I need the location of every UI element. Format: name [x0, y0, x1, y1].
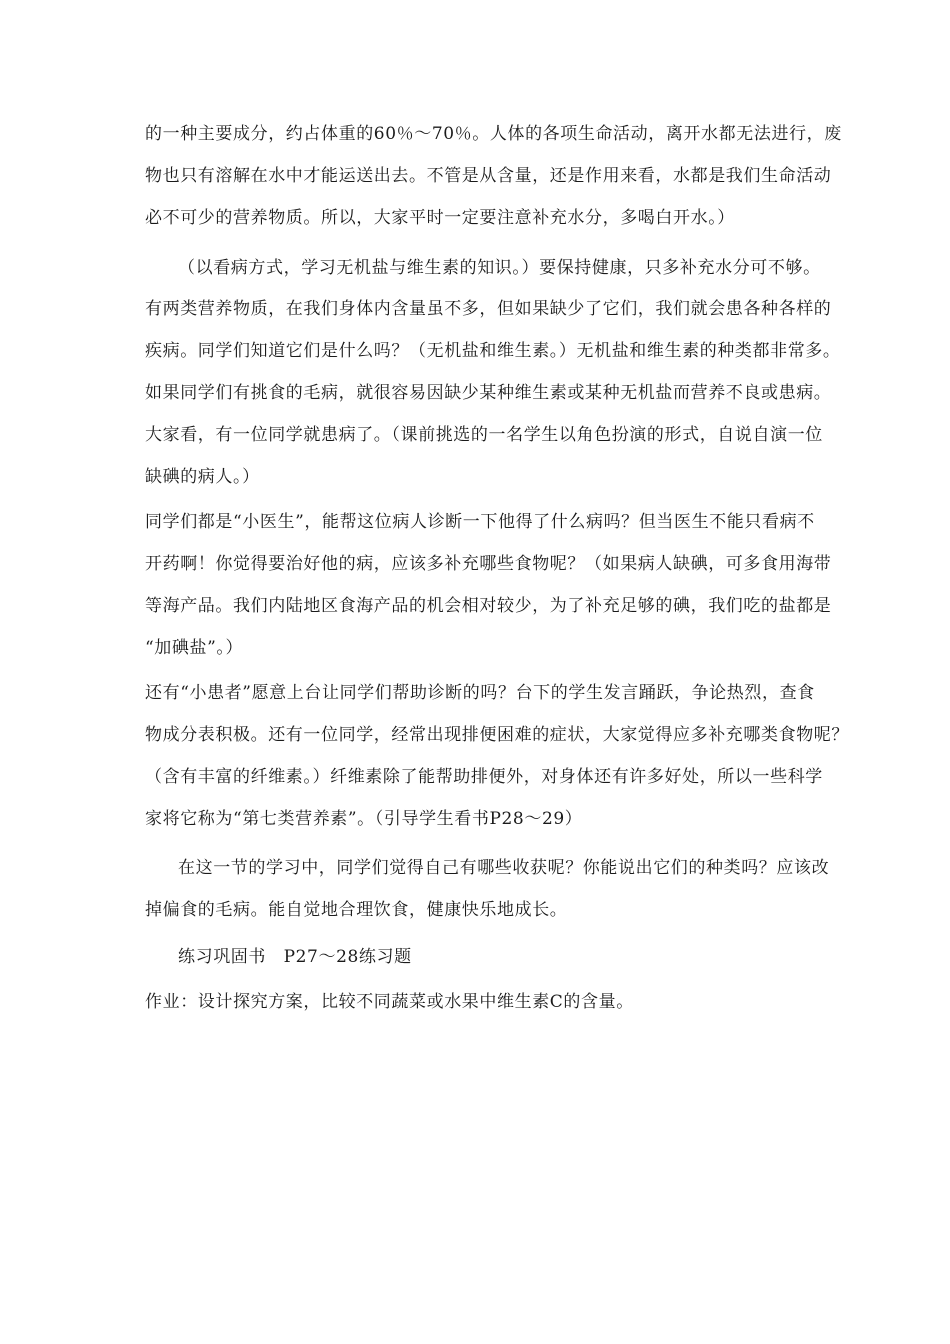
text-line: 同学们都是“小医生”，能帮这位病人诊断一下他得了什么病吗？但当医生不能只看病不 [145, 512, 815, 532]
text-line: 作业：设计探究方案，比较不同蔬菜或水果中维生素C的含量。 [145, 992, 634, 1012]
text-line: （以看病方式，学习无机盐与维生素的知识。）要保持健康，只多补充水分可不够。 [178, 258, 821, 278]
text-line: 必不可少的营养物质。所以，大家平时一定要注意补充水分，多喝白开水。） [145, 208, 735, 228]
text-line: 如果同学们有挑食的毛病，就很容易因缺少某种维生素或某种无机盐而营养不良或患病。 [145, 383, 832, 403]
text-line: 练习巩固书 P27～28练习题 [178, 947, 412, 967]
text-line: 物成分表积极。还有一位同学，经常出现排便困难的症状，大家觉得应多补充哪类食物呢？ [145, 725, 849, 745]
text-line: 掉偏食的毛病。能自觉地合理饮食，健康快乐地成长。 [145, 900, 568, 920]
text-line: 疾病。同学们知道它们是什么吗？（无机盐和维生素。）无机盐和维生素的种类都非常多。 [145, 341, 841, 361]
text-line: 缺碘的病人。） [145, 467, 260, 487]
text-line: （含有丰富的纤维素。）纤维素除了能帮助排便外，对身体还有许多好处，所以一些科学 [145, 767, 823, 787]
text-line: 在这一节的学习中，同学们觉得自己有哪些收获呢？你能说出它们的种类吗？应该改 [178, 858, 830, 878]
text-line: 还有“小患者”愿意上台让同学们帮助诊断的吗？台下的学生发言踊跃，争论热烈，查食 [145, 683, 815, 703]
text-line: 的一种主要成分，约占体重的60％～70％。人体的各项生命活动，离开水都无法进行，废 [145, 124, 842, 144]
text-line: 物也只有溶解在水中才能运送出去。不管是从含量，还是作用来看，水都是我们生命活动 [145, 166, 832, 186]
text-line: 等海产品。我们内陆地区食海产品的机会相对较少，为了补充足够的碘，我们吃的盐都是 [145, 596, 832, 616]
text-line: 家将它称为“第七类营养素”。（引导学生看书P28～29） [145, 809, 583, 829]
text-line: 有两类营养物质，在我们身体内含量虽不多，但如果缺少了它们，我们就会患各种各样的 [145, 299, 832, 319]
text-line: 大家看，有一位同学就患病了。（课前挑选的一名学生以角色扮演的形式，自说自演一位 [145, 425, 823, 445]
text-line: 开药啊！你觉得要治好他的病，应该多补充哪些食物呢？（如果病人缺碘，可多食用海带 [145, 554, 832, 574]
text-line: “加碘盐”。） [145, 638, 244, 658]
